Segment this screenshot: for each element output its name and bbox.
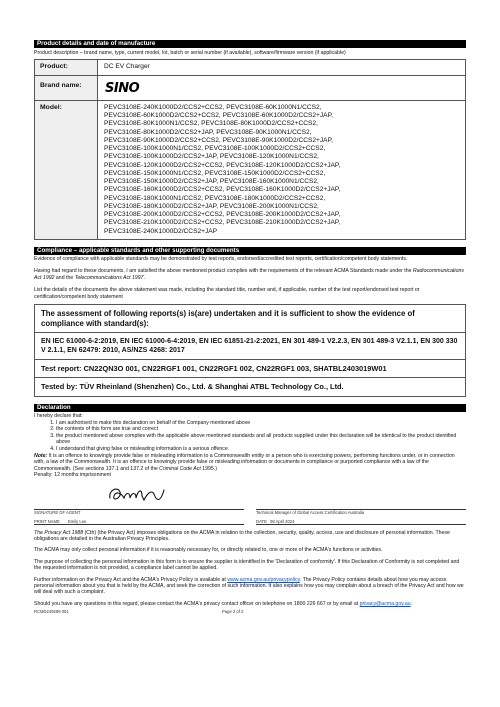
privacy-email-link[interactable]: privacy@acma.gov.au <box>359 600 411 607</box>
model-line: PEVC3108E-150K1000N1/CCS2, PEVC3108E-150K1000D2/CCS2+CCS2, <box>104 169 326 177</box>
evidence-table <box>34 304 466 397</box>
offence-note: Note: It is an offence to knowingly provide false or misleading information to a Commonwealth entity or a person who is exercising powers, performing functions under, or in connection with, a law of the Commonwealth. It is an offence to knowingly provide false or misleading information or documents in compliance or purported compliance with a law of the Commonwealth. (See sections 137.1 and 137.2 of the Criminal Code Act 1995.) <box>34 452 455 472</box>
model-line: PEVC3108E-100K1000D2/CCS2+JAP, PEVC3108E-120K1000N1/CCS2, <box>104 153 319 161</box>
declare-intro: I hereby declare that: <box>34 412 83 419</box>
print-name-label: PRINT NAME <box>34 518 60 524</box>
model-line: PEVC3108E-100K1000N1/CCS2, PEVC3108E-100K1000D2/CCS2+CCS2, <box>104 145 326 153</box>
model-line: PEVC3108E-180K1000N1/CCS2, PEVC3108E-180K1000D2/CCS2+CCS2, <box>104 194 326 202</box>
model-line: PEVC3108E-150K1000D2/CCS2+JAP, PEVC3108E-160K1000N1/CCS2, <box>104 178 319 186</box>
print-name-value: Emily Lee <box>68 518 87 524</box>
declaration-item: 4. I understand that giving false or misleading information is a serious offence. <box>56 446 466 452</box>
page-number: Page 2 of 2 <box>222 609 244 615</box>
assessment-statement: The assessment of following reports(s) is(are) undertaken and it is sufficient to show the evidence of compliance with standard(s): <box>35 305 465 333</box>
model-line: PEVC3108E-120K1000D2/CCS2+CCS2, PEVC3108E-120K1000D2/CCS2+JAP, <box>104 161 341 169</box>
title-caption: Technical Manager of Global Access Certification Australia <box>256 509 364 515</box>
model-line: PEVC3108E-240K1000D2/CCS2+CCS2, PEVC3108E-60K1000N1/CCS2, <box>104 103 322 111</box>
product-label: Product: <box>35 60 98 74</box>
section-heading-compliance: Compliance – applicable standards and other supporting documents <box>34 247 466 255</box>
model-line: PEVC3108E-210K1000D2/CCS2+CCS2, PEVC3108E-210K1000D2/CCS2+JAP, <box>104 219 341 227</box>
declaration-page <box>34 40 466 614</box>
date-value: 08 April 2024 <box>270 518 295 524</box>
date-label: DATE <box>256 518 267 524</box>
privacy-paragraph-3: The purpose of collecting the personal information in this form is to ensure the supplier is identified in the 'Declaration of conformity'. If this Declaration of Conformity is not completed and the requested information is not provided, a compliance label cannot be applied. <box>34 558 460 572</box>
handwritten-signature <box>104 482 174 508</box>
signature-line <box>34 482 244 510</box>
test-report-numbers: Test report: CN22QN3O 001, CN22RGF1 001, CN22RGF1 002, CN22RGF1 003, SHATBL2403019W01 <box>35 360 465 378</box>
privacy-paragraph-2: The ACMA may only collect personal information if it is reasonably necessary for, or directly related to, one or more of the ACMA's functions or activities. <box>34 547 383 554</box>
product-description-hint: Product description – brand name, type, current model, lot, batch or serial number (if available), software/firmware version (if applicable) <box>34 50 346 56</box>
print-name-row <box>34 519 244 525</box>
privacy-policy-link[interactable]: www.acma.gov.au/privacypolicy <box>227 576 300 583</box>
declaration-item: 3. the product mentioned above complies with the applicable above mentioned standards and all products supplied under this declaration will be identical to the product identified above <box>56 433 466 446</box>
declaration-item: 1. I am authorised to make this declaration on behalf of the Company mentioned above <box>56 420 466 426</box>
title-block <box>256 482 466 525</box>
date-row <box>256 519 466 525</box>
standards-list: EN IEC 61000-6-2:2019, EN IEC 61000-6-4:2019, EN IEC 61851-21-2:2021, EN 301 489-1 V2.2.3, EN 301 489-3 V2.1.1, EN 300 330 V 2.1.1, EN 62479: 2010, AS/NZS 4268: 2017 <box>35 333 465 360</box>
privacy-paragraph-1: The Privacy Act 1988 (Cth) (the Privacy Act) imposes obligations on the ACMA in relation to the collection, security, quality, access, use and disclosure of personal information. These obligations are detailed in the Australian Privacy Principles. <box>34 529 450 542</box>
model-line: PEVC3108E-180K1000D2/CCS2+JAP, PEVC3108E-200K1000N1/CCS2, <box>104 202 319 210</box>
model-label: Model: <box>35 101 98 239</box>
signature-block <box>34 482 244 525</box>
reference-number: RCMD249289 001 <box>34 609 69 615</box>
signature-caption: SIGNATURE OF AGENT <box>34 509 81 515</box>
penalty-text: Penalty: 12 months imprisonment <box>34 472 111 479</box>
title-line <box>256 482 466 510</box>
model-line: PEVC3108E-60K1000D2/CCS2+CCS2, PEVC3108E-60K1000D2/CCS2+JAP, <box>104 112 333 120</box>
model-line: PEVC3108E-160K1000D2/CCS2+CCS2, PEVC3108E-160K1000D2/CCS2+JAP, <box>104 186 341 194</box>
declaration-item: 2. the contents of this form are true and correct <box>56 426 466 432</box>
signature-area <box>34 482 466 525</box>
list-documents-instruction: List the details of the documents the above statement was made, including the standard title, number and, if applicable, number of the test report/endorsed test report or certification/competent body statement <box>34 287 420 300</box>
model-line: PEVC3108E-200K1000D2/CCS2+CCS2, PEVC3108E-200K1000D2/CCS2+JAP, <box>104 211 341 219</box>
sino-logo <box>104 80 144 94</box>
compliance-intro: Evidence of compliance with applicable standards may be demonstrated by test reports, endorsed/accredited test reports, certification/competent body statements. <box>34 255 408 262</box>
brand-label: Brand name: <box>35 76 98 100</box>
model-row <box>35 101 465 239</box>
page-footer <box>34 609 466 614</box>
model-line: PEVC3108E-80K1000D2/CCS2+JAP, PEVC3108E-90K1000N1/CCS2, <box>104 128 312 136</box>
tested-by: Tested by: TÜV Rheinland (Shenzhen) Co., Ltd. & Shanghai ATBL Technology Co., Ltd. <box>41 382 344 392</box>
privacy-paragraph-4: Further information on the Privacy Act and the ACMA's Privacy Policy is available at www.acma.gov.au/privacypolicy. The Privacy Policy contains details about how you may access personal information about you that is held by the ACMA, and seek the correction of such information. It also explains how you may complain about a breach of the Privacy Act and how we will deal with such a complaint. <box>34 576 464 596</box>
privacy-paragraph-5: Should you have any questions in this regard, please contact the ACMA's privacy contact officer on telephone on 1800 226 667 or by email at privacy@acma.gov.au. <box>34 600 413 607</box>
regard-statement: Having had regard to these documents, I am satisfied the above mentioned product complies with the requirements of the relevant ACMA Standards made under the Radiocommunications Act 1992 and the Telecommunications Act 1997. <box>34 268 464 281</box>
section-heading-product: Product details and date of manufacture <box>34 40 466 48</box>
svg-text:SINO: SINO <box>105 80 140 94</box>
section-heading-declaration: Declaration <box>34 404 466 412</box>
model-list <box>98 101 465 239</box>
product-row <box>35 60 465 75</box>
brand-row <box>35 76 465 101</box>
model-line: PEVC3108E-90K1000D2/CCS2+CCS2, PEVC3108E-90K1000D2/CCS2+JAP, <box>104 136 333 144</box>
model-line: PEVC3108E-80K1000N1/CCS2, PEVC3108E-80K1000D2/CCS2+CCS2, <box>104 120 318 128</box>
brand-logo <box>98 76 465 100</box>
declaration-items <box>34 420 466 452</box>
model-line: PEVC3108E-240K1000D2/CCS2+JAP <box>104 227 218 235</box>
product-details-table <box>34 59 466 240</box>
product-value: DC EV Charger <box>104 63 150 71</box>
